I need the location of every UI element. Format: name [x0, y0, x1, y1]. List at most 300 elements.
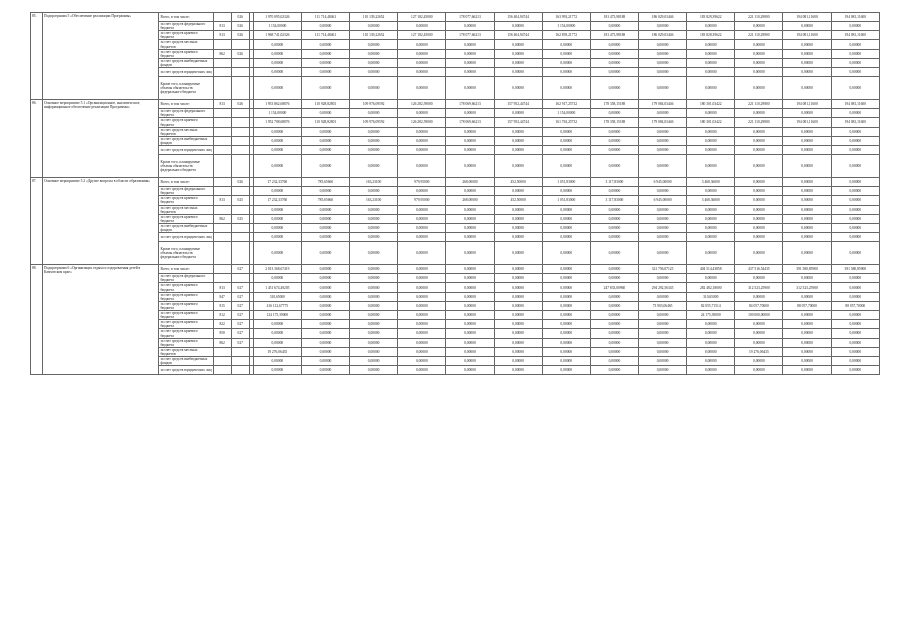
amount-cell: 156 404,94744	[494, 31, 542, 40]
section-code: 027	[231, 283, 249, 292]
amount-cell: 0,00000	[735, 178, 783, 187]
amount-cell: 0,00000	[494, 77, 542, 100]
amount-cell: 0,00000	[590, 22, 638, 31]
amount-cell: 0,00000	[783, 196, 831, 205]
program-title: Основное мероприятие 5.1 «Организационное, аналитическое, информационное обеспечение реализации Программы»	[43, 100, 159, 178]
amount-cell: 0,00000	[783, 58, 831, 67]
amount-cell: 0,00000	[253, 320, 301, 329]
grbs-code	[213, 274, 231, 283]
funding-source: Всего, в том числе:	[159, 100, 213, 109]
section-code: 026	[231, 22, 249, 31]
amount-cell: 0,00000	[253, 40, 301, 49]
amount-cell: 0,00000	[831, 347, 879, 356]
amount-cell: 0,00000	[301, 233, 349, 242]
amount-cell: 0,00000	[301, 242, 349, 265]
section-code	[231, 127, 249, 136]
section-code: 027	[231, 320, 249, 329]
amount-cell: 0,00000	[687, 356, 735, 365]
section-code	[231, 58, 249, 67]
amount-cell: 0,00000	[542, 136, 590, 145]
amount-cell: 0,00000	[398, 155, 446, 178]
amount-cell: 0,00000	[398, 49, 446, 58]
section-code	[231, 205, 249, 214]
grbs-code	[213, 145, 231, 154]
amount-cell: 0,00000	[783, 366, 831, 375]
amount-cell: 1 952 708,68876	[253, 118, 301, 127]
amount-cell: 0,00000	[398, 136, 446, 145]
amount-cell: 126 282,59000	[398, 118, 446, 127]
amount-cell: 0,00000	[446, 311, 494, 320]
section-code: 027	[231, 338, 249, 347]
section-code: 027	[231, 301, 249, 310]
amount-cell: 110 139,22652	[350, 13, 398, 22]
amount-cell: 0,00000	[590, 301, 638, 310]
amount-cell: 0,00000	[590, 136, 638, 145]
amount-cell: 0,00000	[831, 338, 879, 347]
amount-cell: 0,00000	[735, 40, 783, 49]
amount-cell: 0,00000	[542, 68, 590, 77]
amount-cell: 0,00000	[494, 274, 542, 283]
amount-cell: 0,00000	[494, 366, 542, 375]
amount-cell: 0,00000	[301, 301, 349, 310]
table-row	[31, 178, 880, 187]
amount-cell: 0,00000	[398, 109, 446, 118]
amount-cell: 0,00000	[735, 292, 783, 301]
amount-cell: 0,00000	[542, 187, 590, 196]
grbs-code	[213, 366, 231, 375]
amount-cell: 0,00000	[253, 329, 301, 338]
amount-cell: 0,00000	[542, 320, 590, 329]
amount-cell: 221 110,29800	[735, 118, 783, 127]
grbs-code	[213, 155, 231, 178]
amount-cell: 178 358,15188	[590, 100, 638, 109]
amount-cell: 0,00000	[494, 320, 542, 329]
amount-cell: 0,00000	[494, 301, 542, 310]
grbs-code: 813	[213, 100, 231, 109]
amount-cell: 24 175,39000	[687, 311, 735, 320]
amount-cell: 0,00000	[735, 145, 783, 154]
amount-cell: 0,00000	[398, 338, 446, 347]
amount-cell: 0,00000	[350, 145, 398, 154]
funding-source: за счет средств юридических лиц	[159, 145, 213, 154]
amount-cell: 3 117,83000	[590, 178, 638, 187]
amount-cell: 0,00000	[446, 155, 494, 178]
amount-cell: 157 952,44744	[494, 100, 542, 109]
amount-cell: 0,00000	[350, 49, 398, 58]
amount-cell: 0,00000	[301, 274, 349, 283]
grbs-code: 850	[213, 329, 231, 338]
amount-cell: 0,00000	[783, 242, 831, 265]
amount-cell: 0,00000	[542, 356, 590, 365]
amount-cell: 0,00000	[687, 77, 735, 100]
funding-source: за счет средств краевого бюджета	[159, 301, 213, 310]
amount-cell: 0,00000	[735, 214, 783, 223]
amount-cell: 0,00000	[253, 187, 301, 196]
amount-cell: 194 081,11600	[783, 118, 831, 127]
amount-cell: 194 081,11600	[831, 31, 879, 40]
grbs-code: 822	[213, 320, 231, 329]
amount-cell: 194 081,11600	[831, 13, 879, 22]
grbs-code	[213, 356, 231, 365]
amount-cell: 0,00000	[398, 145, 446, 154]
amount-cell: 0,00000	[398, 347, 446, 356]
amount-cell: 0,00000	[398, 223, 446, 232]
grbs-code	[213, 68, 231, 77]
amount-cell: 109 976,09592	[350, 100, 398, 109]
amount-cell: 0,00000	[301, 58, 349, 67]
amount-cell: 0,00000	[542, 329, 590, 338]
amount-cell: 0,00000	[446, 40, 494, 49]
amount-cell: 0,00000	[831, 292, 879, 301]
amount-cell: 0,00000	[542, 366, 590, 375]
amount-cell: 0,00000	[687, 68, 735, 77]
amount-cell: 0,00000	[494, 233, 542, 242]
funding-source: Кроме того, планируемые объемы обязательств федерального бюджета	[159, 155, 213, 178]
amount-cell: 179 084,03446	[639, 118, 687, 127]
amount-cell: 0,00000	[590, 329, 638, 338]
amount-cell: 0,00000	[590, 145, 638, 154]
amount-cell: 6 945,00000	[639, 196, 687, 205]
amount-cell: 0,00000	[301, 338, 349, 347]
amount-cell: 0,00000	[350, 187, 398, 196]
amount-cell: 0,00000	[350, 233, 398, 242]
amount-cell: 0,00000	[735, 68, 783, 77]
amount-cell: 178 077,66213	[446, 13, 494, 22]
funding-source: за счет средств краевого бюджета	[159, 49, 213, 58]
amount-cell: 0,00000	[687, 49, 735, 58]
amount-cell: 221 110,29800	[735, 100, 783, 109]
amount-cell: 0,00000	[446, 109, 494, 118]
amount-cell: 0,00000	[494, 311, 542, 320]
amount-cell: 0,00000	[398, 187, 446, 196]
amount-cell: 0,00000	[494, 292, 542, 301]
funding-source: Кроме того, планируемые объемы обязательств федерального бюджета	[159, 77, 213, 100]
row-number: 88.	[31, 265, 43, 375]
amount-cell: 0,00000	[590, 265, 638, 274]
section-code: 027	[231, 311, 249, 320]
amount-cell: 312 523,25900	[735, 283, 783, 292]
funding-source: за счет средств краевого бюджета	[159, 311, 213, 320]
funding-source: за счет средств федерального бюджета	[159, 274, 213, 283]
amount-cell: 0,00000	[831, 274, 879, 283]
amount-cell: 0,00000	[639, 366, 687, 375]
amount-cell: 6 945,00000	[639, 178, 687, 187]
amount-cell: 0,00000	[253, 205, 301, 214]
section-code	[231, 233, 249, 242]
grbs-code: 862	[213, 214, 231, 223]
grbs-code	[213, 233, 231, 242]
amount-cell: 0,00000	[253, 233, 301, 242]
amount-cell: 0,00000	[350, 127, 398, 136]
amount-cell: 0,00000	[735, 329, 783, 338]
amount-cell: 0,00000	[301, 320, 349, 329]
amount-cell: 0,00000	[735, 274, 783, 283]
amount-cell: 0,00000	[687, 58, 735, 67]
amount-cell: 0,00000	[301, 68, 349, 77]
amount-cell: 0,00000	[639, 49, 687, 58]
amount-cell: 0,00000	[301, 366, 349, 375]
amount-cell: 0,00000	[350, 214, 398, 223]
funding-source: за счет средств местных бюджетов	[159, 40, 213, 49]
amount-cell: 0,00000	[398, 58, 446, 67]
section-code: 027	[231, 329, 249, 338]
amount-cell: 0,00000	[639, 311, 687, 320]
amount-cell: 0,00000	[301, 347, 349, 356]
amount-cell: 0,00000	[446, 136, 494, 145]
amount-cell: 0,00000	[494, 49, 542, 58]
amount-cell: 1 051,83000	[542, 196, 590, 205]
amount-cell: 1 953 862,68876	[253, 100, 301, 109]
amount-cell: 0,00000	[590, 58, 638, 67]
amount-cell: 0,00000	[446, 58, 494, 67]
amount-cell: 0,00000	[783, 145, 831, 154]
funding-source: за счет средств местных бюджетов	[159, 205, 213, 214]
funding-source: за счет средств внебюджетных фондов	[159, 58, 213, 67]
amount-cell: 0,00000	[350, 77, 398, 100]
amount-cell: 0,00000	[446, 77, 494, 100]
amount-cell: 0,00000	[831, 145, 879, 154]
grbs-code	[213, 265, 231, 274]
section-code	[231, 242, 249, 265]
amount-cell: 183 829,39622	[687, 13, 735, 22]
amount-cell: 0,00000	[687, 155, 735, 178]
amount-cell: 0,00000	[639, 347, 687, 356]
amount-cell: 0,00000	[590, 338, 638, 347]
amount-cell: 0,00000	[590, 356, 638, 365]
amount-cell: 0,00000	[398, 366, 446, 375]
section-code: 026	[231, 13, 249, 22]
grbs-code: 813	[213, 22, 231, 31]
amount-cell: 0,00000	[350, 155, 398, 178]
amount-cell: 0,00000	[301, 329, 349, 338]
amount-cell: 0,00000	[783, 274, 831, 283]
amount-cell: 0,00000	[735, 205, 783, 214]
amount-cell: 0,00000	[735, 187, 783, 196]
amount-cell: 0,00000	[590, 223, 638, 232]
amount-cell: 0,00000	[639, 40, 687, 49]
amount-cell: 0,00000	[687, 366, 735, 375]
amount-cell: 0,00000	[687, 320, 735, 329]
amount-cell: 0,00000	[253, 274, 301, 283]
amount-cell: 0,00000	[398, 329, 446, 338]
amount-cell: 1 154,00000	[542, 22, 590, 31]
section-code	[231, 40, 249, 49]
grbs-code: 813	[213, 196, 231, 205]
amount-cell: 0,00000	[542, 274, 590, 283]
amount-cell: 0,00000	[301, 292, 349, 301]
amount-cell: 0,00000	[831, 187, 879, 196]
amount-cell: 0,00000	[831, 109, 879, 118]
amount-cell: 0,00000	[590, 242, 638, 265]
amount-cell: 294 292,56345	[639, 283, 687, 292]
amount-cell: 0,00000	[253, 223, 301, 232]
amount-cell: 0,00000	[783, 320, 831, 329]
grbs-code	[213, 127, 231, 136]
amount-cell: 1 970 095,02326	[253, 13, 301, 22]
amount-cell: 0,00000	[831, 356, 879, 365]
amount-cell: 0,00000	[639, 127, 687, 136]
amount-cell: 0,00000	[253, 145, 301, 154]
amount-cell: 0,00000	[831, 205, 879, 214]
amount-cell: 0,00000	[783, 22, 831, 31]
amount-cell: 0,00000	[831, 366, 879, 375]
amount-cell: 0,00000	[350, 366, 398, 375]
amount-cell: 0,00000	[783, 127, 831, 136]
amount-cell: 163,23100	[350, 196, 398, 205]
amount-cell: 0,00000	[639, 77, 687, 100]
amount-cell: 0,00000	[301, 22, 349, 31]
amount-cell: 452,50000	[494, 178, 542, 187]
amount-cell: 0,00000	[735, 223, 783, 232]
amount-cell: 0,00000	[446, 127, 494, 136]
funding-source: за счет средств местных бюджетов	[159, 347, 213, 356]
amount-cell: 0,00000	[590, 127, 638, 136]
amount-cell: 0,00000	[253, 242, 301, 265]
amount-cell: 0,00000	[687, 40, 735, 49]
amount-cell: 0,00000	[446, 214, 494, 223]
amount-cell: 0,00000	[783, 223, 831, 232]
amount-cell: 0,00000	[590, 40, 638, 49]
amount-cell: 0,00000	[639, 136, 687, 145]
amount-cell: 0,00000	[350, 320, 398, 329]
program-title: Основное мероприятие 5.2 «Другие вопросы в области образования»	[43, 178, 159, 265]
amount-cell: 0,00000	[542, 58, 590, 67]
amount-cell: 0,00000	[639, 214, 687, 223]
amount-cell: 0,00000	[398, 320, 446, 329]
amount-cell: 785,65660	[301, 178, 349, 187]
amount-cell: 126 282,59000	[398, 100, 446, 109]
amount-cell: 0,00000	[590, 292, 638, 301]
amount-cell: 0,00000	[301, 311, 349, 320]
amount-cell: 180 301,03422	[687, 118, 735, 127]
table-row	[31, 13, 880, 22]
amount-cell: 310,65000	[687, 292, 735, 301]
amount-cell: 0,00000	[301, 49, 349, 58]
section-code	[231, 223, 249, 232]
funding-source: за счет средств краевого бюджета	[159, 338, 213, 347]
amount-cell: 0,00000	[542, 233, 590, 242]
amount-cell: 0,00000	[446, 338, 494, 347]
amount-cell: 0,00000	[831, 329, 879, 338]
amount-cell: 391 580,85900	[783, 265, 831, 274]
amount-cell: 391 580,85900	[831, 265, 879, 274]
amount-cell: 0,00000	[542, 265, 590, 274]
amount-cell: 0,00000	[639, 58, 687, 67]
amount-cell: 0,00000	[350, 347, 398, 356]
amount-cell: 0,00000	[831, 178, 879, 187]
funding-source: за счет средств федерального бюджета	[159, 109, 213, 118]
amount-cell: 0,00000	[831, 22, 879, 31]
amount-cell: 0,00000	[253, 77, 301, 100]
amount-cell: 0,00000	[446, 356, 494, 365]
amount-cell: 0,00000	[783, 40, 831, 49]
amount-cell: 0,00000	[590, 187, 638, 196]
funding-source: за счет средств краевого бюджета	[159, 196, 213, 205]
amount-cell: 0,00000	[590, 366, 638, 375]
amount-cell: 0,00000	[301, 223, 349, 232]
amount-cell: 0,00000	[494, 223, 542, 232]
amount-cell: 0,00000	[783, 178, 831, 187]
amount-cell: 0,00000	[253, 366, 301, 375]
amount-cell: 0,00000	[831, 155, 879, 178]
amount-cell: 179 084,03446	[639, 100, 687, 109]
amount-cell: 0,00000	[253, 127, 301, 136]
amount-cell: 0,00000	[350, 109, 398, 118]
amount-cell: 0,00000	[639, 292, 687, 301]
amount-cell: 0,00000	[590, 109, 638, 118]
funding-source: за счет средств внебюджетных фондов	[159, 356, 213, 365]
amount-cell: 437 516,54435	[735, 265, 783, 274]
amount-cell: 0,00000	[542, 49, 590, 58]
amount-cell: 0,00000	[687, 338, 735, 347]
amount-cell: 0,00000	[590, 214, 638, 223]
amount-cell: 0,00000	[542, 292, 590, 301]
amount-cell: 0,00000	[783, 233, 831, 242]
amount-cell: 0,00000	[735, 22, 783, 31]
amount-cell: 0,00000	[831, 233, 879, 242]
amount-cell: 0,00000	[253, 49, 301, 58]
funding-source: за счет средств юридических лиц	[159, 68, 213, 77]
amount-cell: 0,00000	[253, 356, 301, 365]
amount-cell: 0,00000	[687, 214, 735, 223]
amount-cell: 0,00000	[590, 68, 638, 77]
amount-cell: 110 928,82801	[301, 100, 349, 109]
grbs-code: 862	[213, 338, 231, 347]
amount-cell: 312 523,25900	[783, 283, 831, 292]
amount-cell: 1 051,83000	[542, 178, 590, 187]
amount-cell: 0,00000	[350, 223, 398, 232]
amount-cell: 156 404,94744	[494, 13, 542, 22]
amount-cell: 0,00000	[590, 155, 638, 178]
amount-cell: 979,95000	[398, 196, 446, 205]
amount-cell: 0,00000	[446, 274, 494, 283]
amount-cell: 0,00000	[301, 187, 349, 196]
amount-cell: 194 081,11600	[783, 13, 831, 22]
amount-cell: 0,00000	[639, 338, 687, 347]
amount-cell: 162 917,25732	[542, 100, 590, 109]
amount-cell: 0,00000	[350, 301, 398, 310]
grbs-code	[213, 347, 231, 356]
budget-sheet	[30, 12, 880, 375]
amount-cell: 0,00000	[590, 347, 638, 356]
amount-cell: 0,00000	[639, 356, 687, 365]
funding-source: за счет средств местных бюджетов	[159, 127, 213, 136]
amount-cell: 0,00000	[350, 58, 398, 67]
amount-cell: 979,95000	[398, 178, 446, 187]
amount-cell: 194 081,11600	[783, 31, 831, 40]
section-code: 026	[231, 100, 249, 109]
amount-cell: 0,00000	[735, 77, 783, 100]
grbs-code	[213, 109, 231, 118]
amount-cell: 19 276,06435	[735, 347, 783, 356]
amount-cell: 0,00000	[301, 356, 349, 365]
section-code: 026	[231, 49, 249, 58]
amount-cell: 0,00000	[831, 223, 879, 232]
amount-cell: 178 069,66213	[446, 118, 494, 127]
amount-cell: 0,00000	[350, 274, 398, 283]
amount-cell: 124 175,39000	[253, 311, 301, 320]
amount-cell: 0,00000	[494, 109, 542, 118]
amount-cell: 0,00000	[783, 329, 831, 338]
amount-cell: 0,00000	[398, 265, 446, 274]
amount-cell: 0,00000	[542, 77, 590, 100]
amount-cell: 0,00000	[687, 205, 735, 214]
grbs-code	[213, 242, 231, 265]
amount-cell: 0,00000	[301, 136, 349, 145]
amount-cell: 161 763,25732	[542, 118, 590, 127]
funding-source: Всего, в том числе:	[159, 265, 213, 274]
amount-cell: 0,00000	[831, 242, 879, 265]
